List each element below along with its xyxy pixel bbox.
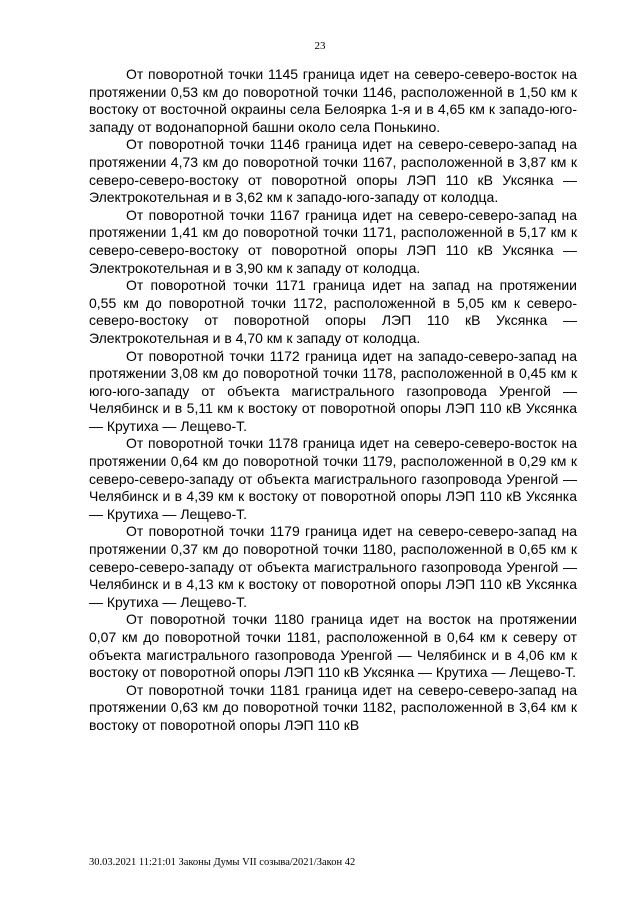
paragraph: От поворотной точки 1145 граница идет на северо-северо-восток на протяжении 0,53 км до поворотной точки 1146, расположенной в 1,50 км к востоку от восточной окраины села Белоярка 1-я и в 4,65 км к западо-юго-западу от водонапорной башни около села Понькино. — [89, 66, 577, 135]
page-number: 23 — [314, 40, 326, 52]
paragraph: От поворотной точки 1180 граница идет на восток на протяжении 0,07 км до поворотной точки 1181, расположенной в 0,64 км к северу от объекта магистрального газопровода Уренгой — Челябинск и в 4,06 км к востоку от поворотной опоры ЛЭП 110 кВ Уксянка — Крутиха — Лещево-Т. — [89, 611, 577, 681]
document-body — [89, 66, 577, 735]
paragraph: От поворотной точки 1178 граница идет на северо-северо-восток на протяжении 0,64 км до поворотной точки 1179, расположенной в 0,29 км к северо-северо-западу от объекта магистрального газопровода Уренгой — Челябинск и в 4,39 км к востоку от поворотной опоры ЛЭП 110 кВ Уксянка — Крутиха — Лещево-Т. — [89, 435, 577, 522]
paragraph: От поворотной точки 1172 граница идет на западо-северо-запад на протяжении 3,08 км до поворотной точки 1178, расположенной в 0,45 км к юго-юго-западу от объекта магистрального газопровода Уренгой — Челябинск и в 5,11 км к востоку от поворотной опоры ЛЭП 110 кВ Уксянка — Крутиха — Лещево-Т. — [89, 347, 577, 434]
paragraph: От поворотной точки 1181 граница идет на северо-северо-запад на протяжении 0,63 км до поворотной точки 1182, расположенной в 3,64 км к востоку от поворотной опоры ЛЭП 110 кВ — [89, 681, 577, 733]
paragraph: От поворотной точки 1171 граница идет на запад на протяжении 0,55 км до поворотной точки 1172, расположенной в 5,05 км к северо-северо-востоку от поворотной опоры ЛЭП 110 кВ Уксянка — Электрокотельная и в 4,70 км к западу от колодца. — [89, 277, 577, 346]
paragraph: От поворотной точки 1146 граница идет на северо-северо-запад на протяжении 4,73 км до поворотной точки 1167, расположенной в 3,87 км к северо-северо-востоку от поворотной опоры ЛЭП 110 кВ Уксянка — Электрокотельная и в 3,62 км к западо-юго-западу от колодца. — [89, 136, 577, 206]
paragraph: От поворотной точки 1179 граница идет на северо-северо-запад на протяжении 0,37 км до поворотной точки 1180, расположенной в 0,65 км к северо-северо-западу от объекта магистрального газопровода Уренгой — Челябинск и в 4,13 км к востоку от поворотной опоры ЛЭП 110 кВ Уксянка — Крутиха — Лещево-Т. — [89, 523, 577, 610]
document-footer: 30.03.2021 11:21:01 Законы Думы VII созыва/2021/Закон 42 — [89, 857, 356, 868]
paragraph: От поворотной точки 1167 граница идет на северо-северо-запад на протяжении 1,41 км до поворотной точки 1171, расположенной в 5,17 км к северо-северо-востоку от поворотной опоры ЛЭП 110 кВ Уксянка — Электрокотельная и в 3,90 км к западу от колодца. — [89, 206, 577, 276]
